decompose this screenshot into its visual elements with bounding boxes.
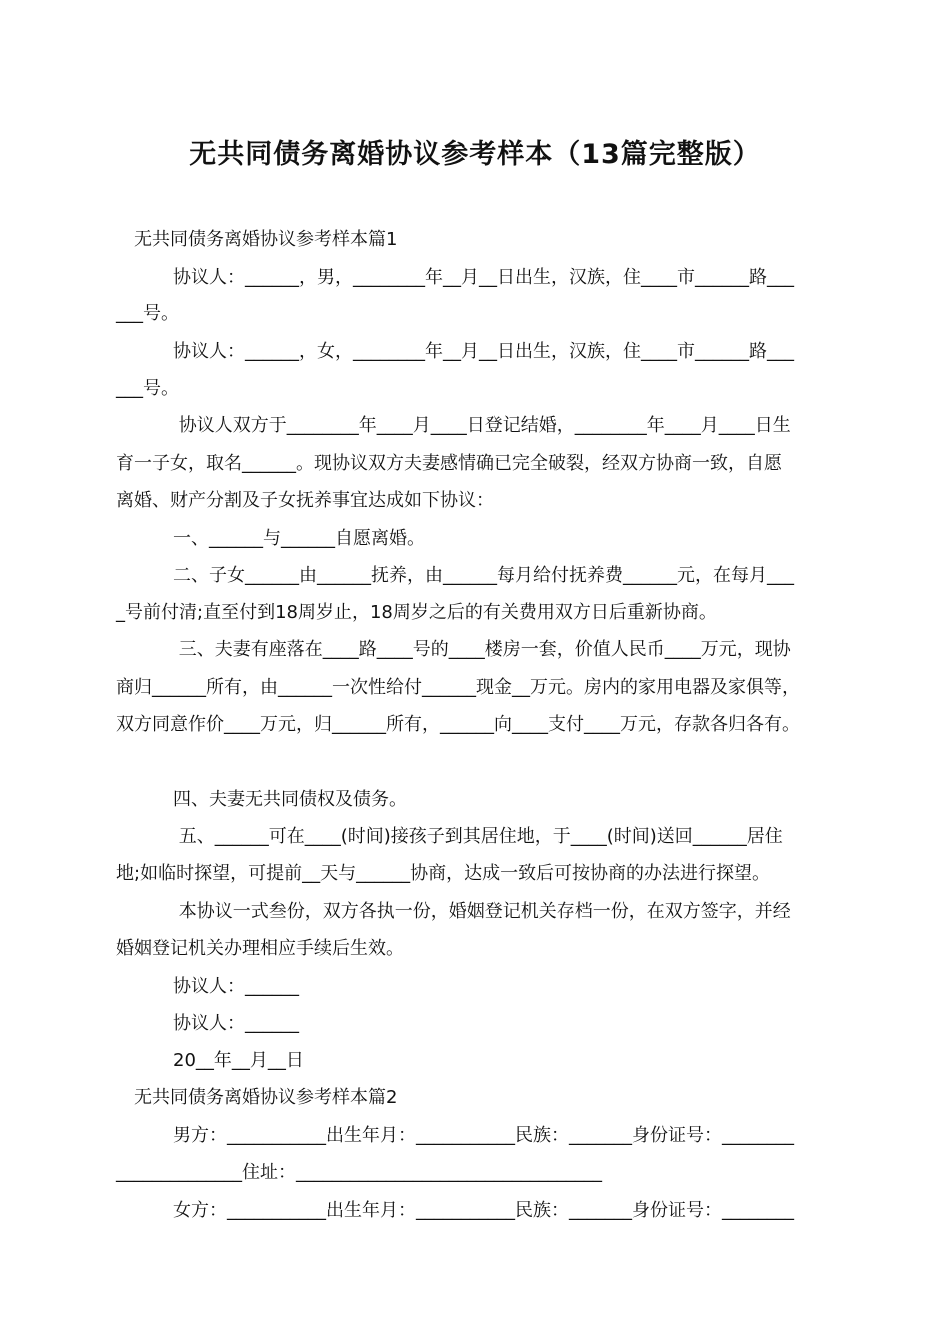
form-line: ______________住址：__________________________________ — [116, 1162, 602, 1183]
paragraph-line: 双方同意作价____万元，归______所有，______向____支付____万元，存款各归各有。 — [116, 714, 800, 735]
paragraph-line: 商归______所有，由______一次性给付______现金__万元。房内的家用电器及家俱等， — [116, 677, 800, 698]
section-heading-1: 无共同债务离婚协议参考样本篇1 — [134, 229, 398, 250]
paragraph-line: _号前付清;直至付到18周岁止，18周岁之后的有关费用双方日后重新协商。 — [116, 602, 717, 623]
paragraph-line: 地;如临时探望，可提前__天与______协商，达成一致后可按协商的办法进行探望。 — [116, 863, 771, 884]
paragraph-line: 婚姻登记机关办理相应手续后生效。 — [116, 938, 404, 959]
form-line: 男方：___________出生年月：___________民族：_______身份证号：________ — [173, 1125, 794, 1146]
signature-line: 协议人：______ — [173, 976, 299, 997]
paragraph-line: 育一子女，取名______。现协议双方夫妻感情确已完全破裂，经双方协商一致，自愿 — [116, 453, 782, 474]
paragraph-line: 二、子女______由______抚养，由______每月给付抚养费______元，在每月___ — [173, 565, 794, 586]
document-title: 无共同债务离婚协议参考样本（13篇完整版） — [189, 139, 761, 170]
paragraph-line: ___号。 — [116, 303, 179, 324]
date-line: 20__年__月__日 — [173, 1050, 304, 1071]
section-heading-2: 无共同债务离婚协议参考样本篇2 — [134, 1087, 398, 1108]
paragraph-line: 离婚、财产分割及子女抚养事宜达成如下协议： — [116, 490, 494, 511]
paragraph-line: 五、______可在____(时间)接孩子到其居住地，于____(时间)送回______居住 — [173, 826, 783, 847]
signature-line: 协议人：______ — [173, 1013, 299, 1034]
paragraph-line: 协议人：______，男，________年__月__日出生，汉族，住____市______路___ — [173, 267, 794, 288]
paragraph-line: 四、夫妻无共同债权及债务。 — [173, 789, 407, 810]
paragraph-line: ___号。 — [116, 378, 179, 399]
paragraph-line: 协议人：______，女，________年__月__日出生，汉族，住____市______路___ — [173, 341, 794, 362]
paragraph-line: 本协议一式叁份，双方各执一份，婚姻登记机关存档一份，在双方签字，并经 — [173, 901, 791, 922]
form-line: 女方：___________出生年月：___________民族：_______身份证号：________ — [173, 1200, 794, 1221]
paragraph-line: 三、夫妻有座落在____路____号的____楼房一套，价值人民币____万元，现协 — [173, 639, 791, 660]
paragraph-line: 协议人双方于________年____月____日登记结婚，________年____月____日生 — [173, 415, 791, 436]
paragraph-line: 一、______与______自愿离婚。 — [173, 528, 425, 549]
